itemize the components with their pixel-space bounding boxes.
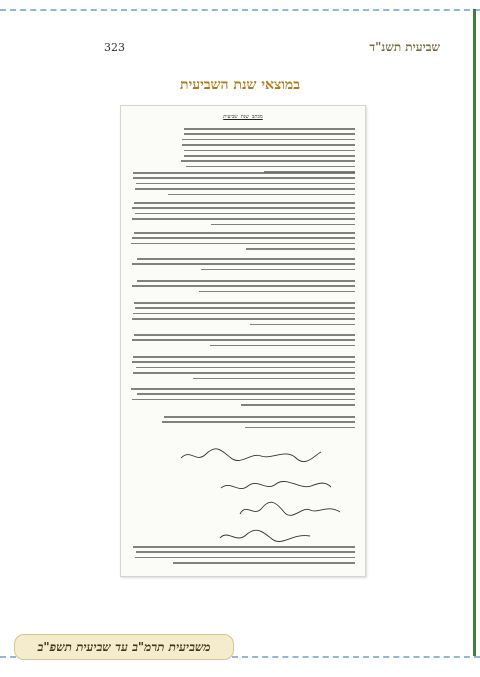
scan-text-line bbox=[250, 324, 355, 326]
scan-text-line bbox=[137, 393, 355, 395]
signature-3 bbox=[236, 498, 346, 522]
side-rule bbox=[473, 9, 476, 656]
scan-text-line bbox=[131, 243, 355, 245]
scan-text-line bbox=[245, 427, 355, 429]
scan-text-line bbox=[132, 361, 355, 363]
scan-text-line bbox=[162, 421, 355, 423]
scan-text-line bbox=[135, 213, 355, 215]
scan-text-line bbox=[133, 172, 355, 174]
footer-banner-text: משביעית תרמ"ב עד שביעית תשפ"ב bbox=[37, 639, 211, 654]
scan-text-line bbox=[246, 248, 355, 250]
scan-text-line bbox=[137, 258, 355, 260]
scan-text-line bbox=[133, 313, 355, 315]
footer-banner bbox=[14, 634, 234, 660]
scan-text-line bbox=[210, 345, 355, 347]
scan-text-line bbox=[181, 160, 355, 162]
scan-text-line bbox=[132, 318, 355, 320]
scan-text-line bbox=[184, 128, 355, 130]
signature-4 bbox=[216, 526, 316, 546]
scan-text-line bbox=[173, 562, 355, 564]
scan-text-line bbox=[132, 207, 355, 209]
scan-text-line bbox=[133, 177, 355, 179]
scan-text-line bbox=[168, 194, 355, 196]
scan-text-line bbox=[133, 372, 355, 374]
scan-text-line bbox=[135, 307, 355, 309]
scan-text-line bbox=[199, 291, 355, 293]
scan-text-line bbox=[135, 188, 355, 190]
scan-text-line bbox=[132, 218, 355, 220]
scan-text-line bbox=[133, 356, 355, 358]
scan-text-line bbox=[134, 232, 355, 234]
scanned-letter-heading: מכתב שנת שביעית bbox=[223, 114, 263, 120]
scan-text-line bbox=[132, 339, 355, 341]
scanned-letter-image bbox=[120, 105, 366, 577]
scan-text-line bbox=[201, 269, 355, 271]
scan-text-line bbox=[182, 139, 355, 141]
page-number: 323 bbox=[104, 41, 125, 54]
top-dashed-border bbox=[0, 9, 480, 11]
scan-text-line bbox=[134, 334, 355, 336]
scan-text-line bbox=[132, 237, 355, 239]
scan-text-line bbox=[186, 166, 355, 168]
scan-text-line bbox=[132, 285, 355, 287]
scan-text-line bbox=[133, 546, 355, 548]
scan-text-line bbox=[184, 150, 355, 152]
scan-text-line bbox=[132, 263, 355, 265]
scan-text-line bbox=[211, 224, 355, 226]
scan-text-line bbox=[134, 202, 355, 204]
scan-text-line bbox=[184, 155, 355, 157]
signature-1 bbox=[176, 446, 326, 466]
scan-text-line bbox=[136, 183, 355, 185]
scan-text-line bbox=[241, 404, 355, 406]
scan-text-line bbox=[193, 378, 356, 380]
section-title: במוצאי שנת השביעית bbox=[180, 77, 300, 93]
scan-text-line bbox=[164, 416, 355, 418]
scan-text-line bbox=[134, 302, 355, 304]
scan-text-line bbox=[182, 144, 355, 146]
scan-text-line bbox=[136, 551, 355, 553]
scan-text-line bbox=[137, 280, 355, 282]
scan-text-line bbox=[136, 367, 355, 369]
scan-text-line bbox=[132, 399, 355, 401]
scan-text-line bbox=[131, 388, 355, 390]
scan-text-line bbox=[135, 557, 355, 559]
scan-text-line bbox=[184, 133, 355, 135]
signature-2 bbox=[216, 478, 336, 496]
running-header-title: שביעית תשנ"ד bbox=[369, 40, 440, 54]
